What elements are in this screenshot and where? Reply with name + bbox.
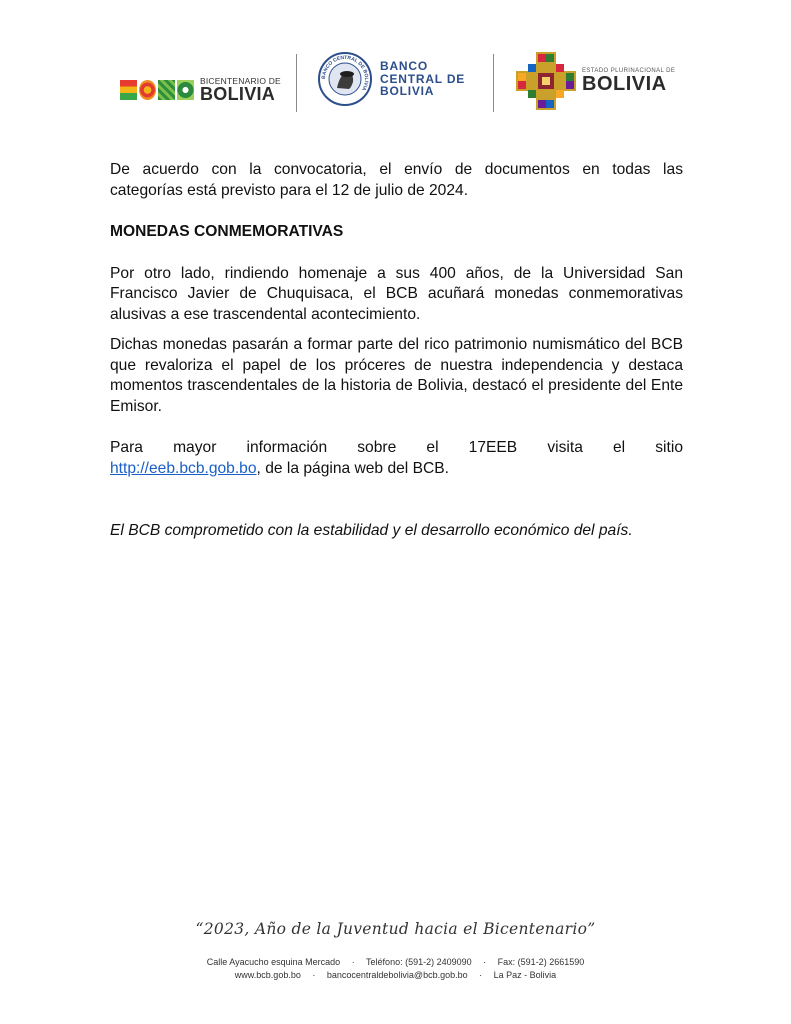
- header-divider-left: [296, 54, 297, 112]
- paragraph-informacion: [110, 438, 683, 479]
- page-footer: [0, 920, 791, 982]
- document-body: [110, 160, 683, 542]
- paragraph-informacion-rest: , de la página web del BCB.: [256, 459, 449, 477]
- paragraph-convocatoria: [110, 160, 683, 201]
- section-heading: MONEDAS CONMEMORATIVAS: [110, 223, 344, 240]
- footer-contact-line1: [0, 956, 791, 969]
- eeb-website-link[interactable]: http://eeb.bcb.gob.bo: [110, 459, 257, 477]
- bicentenario-emblem-icon: [120, 80, 194, 100]
- bicentenario-logo: [120, 70, 281, 110]
- chakana-emblem-icon: [516, 52, 576, 110]
- paragraph-homenaje: Por otro lado, rindiendo homenaje a sus 400 años, de la Universidad San Francisco Javier de Chuquisaca, el BCB acuñará monedas conmemorativas alusivas a ese trascendental acontecimiento.: [110, 264, 683, 323]
- bcb-text-line3: BOLIVIA: [380, 84, 435, 99]
- bcb-text-line1: BANCO: [380, 59, 428, 74]
- paragraph-convocatoria-line2: categorías está previsto para el 12 de julio de 2024.: [110, 181, 469, 199]
- bcb-text-line2: CENTRAL DE: [380, 71, 466, 86]
- footer-web: www.bcb.gob.bo: [234, 970, 301, 980]
- footer-contact-line2: [0, 969, 791, 982]
- bicentenario-small-text: BICENTENARIO DE: [200, 75, 281, 86]
- footer-separator: ·: [483, 957, 487, 967]
- footer-separator: ·: [479, 970, 483, 980]
- bicentenario-big-text: BOLIVIA: [200, 84, 276, 105]
- footer-address: Calle Ayacucho esquina Mercado: [206, 957, 341, 967]
- estado-big-text: BOLIVIA: [582, 73, 667, 95]
- footer-separator: ·: [312, 970, 316, 980]
- header-divider-right: [493, 54, 494, 112]
- footer-email: bancocentraldebolivia@bcb.gob.bo: [326, 970, 468, 980]
- estado-small-text: ESTADO PLURINACIONAL DE: [582, 68, 676, 74]
- closing-statement: El BCB comprometido con la estabilidad y el desarrollo económico del país.: [110, 522, 633, 539]
- footer-city: La Paz - Bolivia: [493, 970, 557, 980]
- footer-contact: [0, 956, 791, 982]
- paragraph-convocatoria-line1: De acuerdo con la convocatoria, el envío de documentos en todas las: [110, 161, 683, 178]
- letterhead: [0, 48, 791, 128]
- footer-motto: “2023, Año de la Juventud hacia el Bicentenario”: [195, 920, 596, 938]
- estado-plurinacional-logo: [516, 52, 675, 110]
- paragraph-informacion-line1: Para mayor información sobre el 17EEB visita el sitio: [110, 439, 683, 456]
- paragraph-monedas: Dichas monedas pasarán a formar parte del rico patrimonio numismático del BCB que revaloriza el papel de los próceres de nuestra independencia y destaca momentos trascendentales de la historia de Bolivia, destacó el presidente del Ente Emisor.: [110, 336, 683, 415]
- svg-text:BANCO CENTRAL DE BOLIVIA: BANCO CENTRAL DE BOLIVIA: [320, 54, 370, 92]
- footer-fax: Fax: (591-2) 2661590: [497, 957, 585, 967]
- bcb-seal-icon: [318, 52, 372, 106]
- bcb-logo: [318, 52, 465, 106]
- footer-phone: Teléfono: (591-2) 2409090: [366, 957, 472, 967]
- footer-separator: ·: [351, 957, 355, 967]
